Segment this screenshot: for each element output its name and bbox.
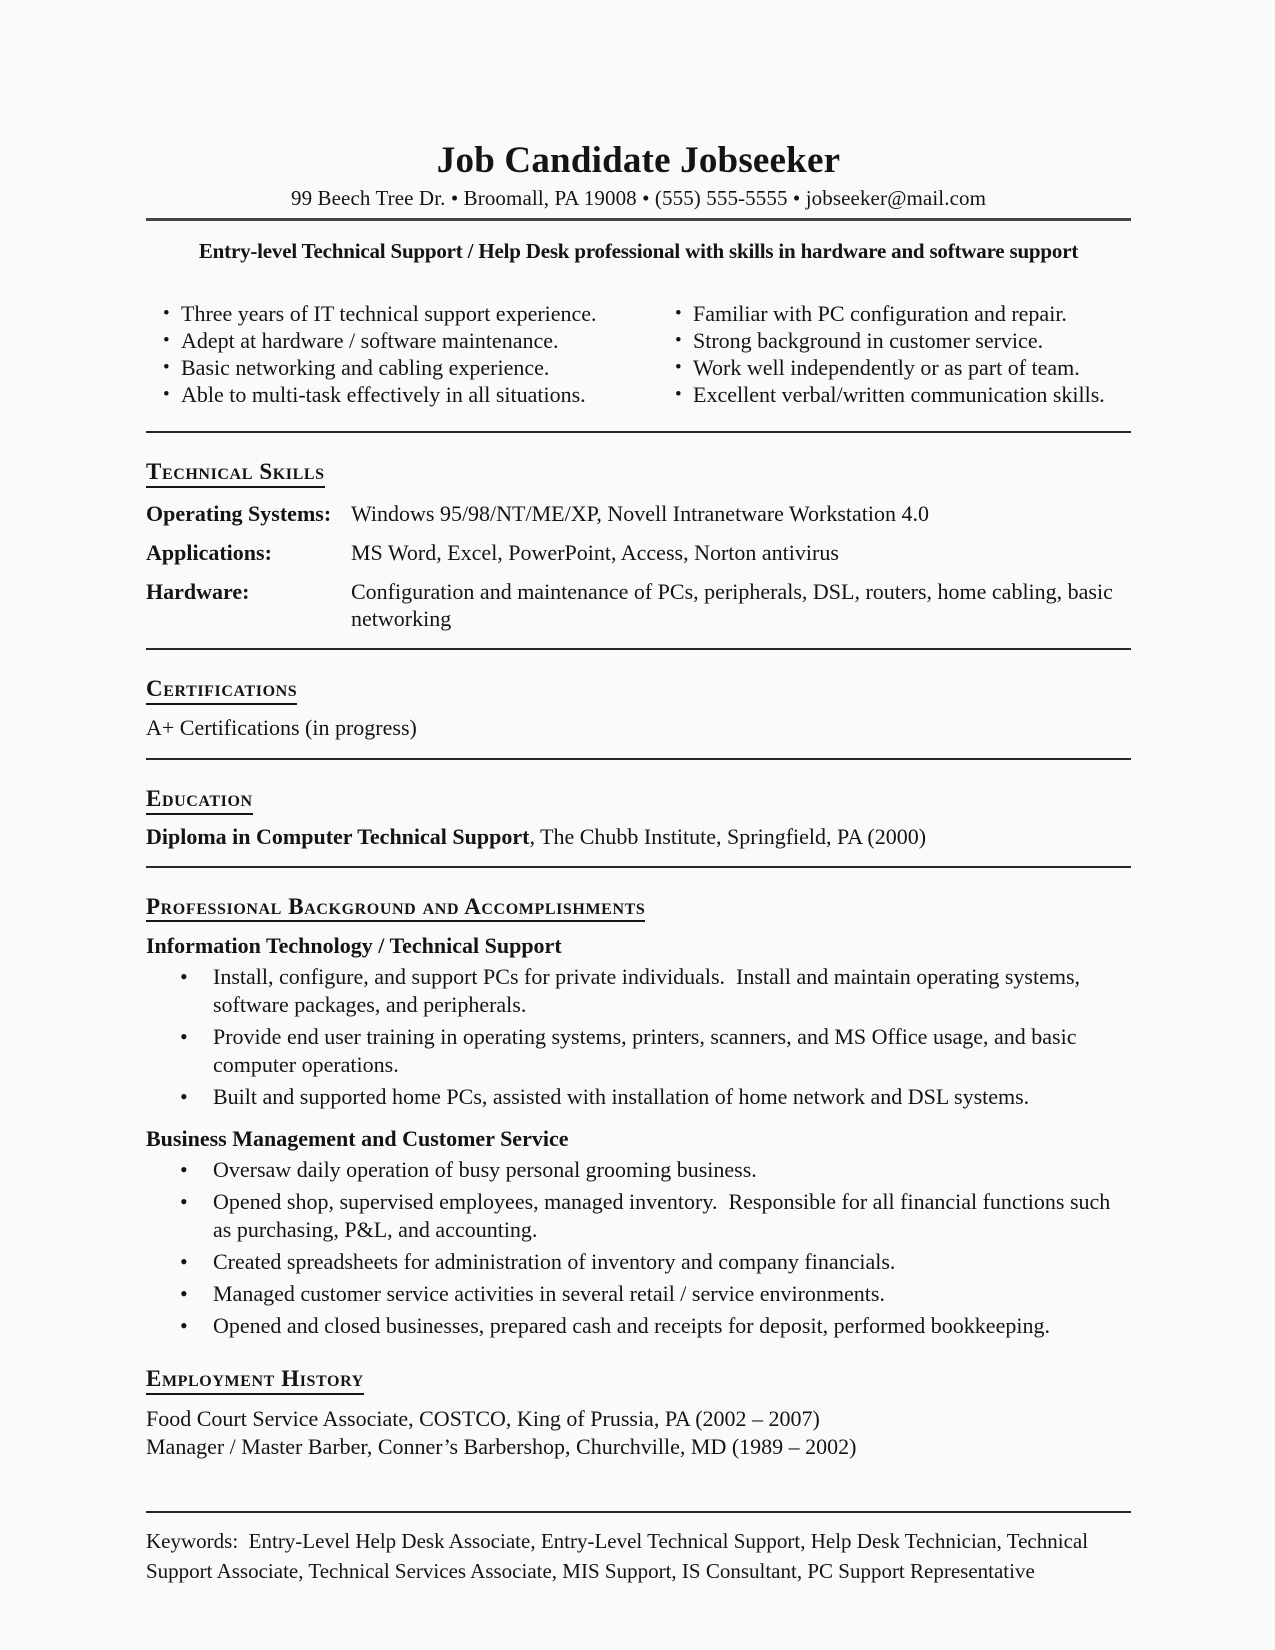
education-degree: Diploma in Computer Technical Support xyxy=(146,823,530,849)
section-divider xyxy=(146,431,1131,433)
skills-row xyxy=(146,539,1131,566)
resume-headline: Entry-level Technical Support / Help Desk professional with skills in hardware and software support xyxy=(198,239,1079,264)
certifications-heading: Certifications xyxy=(146,676,297,705)
candidate-name: Job Candidate Jobseeker xyxy=(436,140,841,181)
background-bullet: • Opened and closed businesses, prepared cash and receipts for deposit, performed bookkeeping. xyxy=(146,1312,1131,1340)
summary-bullet: • Adept at hardware / software maintenance. xyxy=(161,327,673,354)
skills-row-label: Applications: xyxy=(146,540,272,566)
background-bullet: • Install, configure, and support PCs for private individuals. Install and maintain operating systems, software packages, and peripherals. xyxy=(146,963,1131,1019)
background-bullet: • Provide end user training in operating systems, printers, scanners, and MS Office usage, and basic computer operations. xyxy=(146,1023,1131,1079)
summary-bullets xyxy=(146,300,1131,408)
background-bullet: • Opened shop, supervised employees, managed inventory. Responsible for all financial functions such as purchasing, P&L, and accounting. xyxy=(146,1188,1131,1244)
contact-line: 99 Beech Tree Dr. • Broomall, PA 19008 • (555) 555-5555 • jobseeker@mail.com xyxy=(290,186,987,211)
skills-row-value: Windows 95/98/NT/ME/XP, Novell Intranetware Workstation 4.0 xyxy=(351,501,930,527)
professional-background-section xyxy=(146,894,1131,923)
summary-bullet: • Familiar with PC configuration and repair. xyxy=(673,300,1131,327)
technical-skills-section xyxy=(146,459,1131,488)
background-bullet: • Oversaw daily operation of busy personal grooming business. xyxy=(146,1156,1131,1184)
employment-entry: Food Court Service Associate, COSTCO, King of Prussia, PA (2002 – 2007) xyxy=(146,1406,820,1432)
background-group-title: Information Technology / Technical Support xyxy=(146,933,562,959)
technical-skills-heading: Technical Skills xyxy=(146,459,325,488)
summary-bullet: • Excellent verbal/written communication skills. xyxy=(673,381,1131,408)
summary-left-column xyxy=(146,300,673,408)
summary-right-column xyxy=(673,300,1131,408)
footer-divider xyxy=(146,1511,1131,1513)
skills-row-value: Configuration and maintenance of PCs, peripherals, DSL, routers, home cabling, basic networking xyxy=(351,579,1113,632)
education-entry xyxy=(146,823,1131,850)
certifications-section xyxy=(146,676,1131,705)
education-heading: Education xyxy=(146,786,253,815)
header-divider xyxy=(146,218,1131,221)
summary-bullet: • Strong background in customer service. xyxy=(673,327,1131,354)
section-divider xyxy=(146,866,1131,868)
skills-row xyxy=(146,500,1131,527)
summary-bullet: • Work well independently or as part of team. xyxy=(673,354,1131,381)
certification-item: A+ Certifications (in progress) xyxy=(146,714,417,740)
skills-row-value: MS Word, Excel, PowerPoint, Access, Norton antivirus xyxy=(351,540,839,566)
background-bullet: • Created spreadsheets for administration of inventory and company financials. xyxy=(146,1248,1131,1276)
summary-bullet: • Three years of IT technical support experience. xyxy=(161,300,673,327)
keywords-paragraph: Keywords: Entry-Level Help Desk Associate, Entry-Level Technical Support, Help Desk Technician, Technical Support Associate, Technical Services Associate, MIS Support, IS Consultant, PC Support Representative xyxy=(146,1529,1094,1584)
employment-entries xyxy=(146,1405,1131,1461)
summary-bullet: • Able to multi-task effectively in all situations. xyxy=(161,381,673,408)
skills-row-label: Hardware: xyxy=(146,579,250,605)
background-group-title: Business Management and Customer Service xyxy=(146,1126,569,1152)
employment-entry: Manager / Master Barber, Conner’s Barbershop, Churchville, MD (1989 – 2002) xyxy=(146,1434,857,1460)
background-bullet: • Built and supported home PCs, assisted with installation of home network and DSL systems. xyxy=(146,1083,1131,1111)
section-divider xyxy=(146,648,1131,650)
education-detail: , The Chubb Institute, Springfield, PA (2000) xyxy=(529,823,927,849)
professional-background-heading: Professional Background and Accomplishments xyxy=(146,894,645,923)
skills-row xyxy=(146,578,1131,632)
background-bullet: • Managed customer service activities in several retail / service environments. xyxy=(146,1280,1131,1308)
employment-history-section xyxy=(146,1366,1131,1395)
education-section xyxy=(146,786,1131,815)
section-divider xyxy=(146,758,1131,760)
summary-bullet: • Basic networking and cabling experience. xyxy=(161,354,673,381)
resume-page xyxy=(146,140,1131,1586)
employment-history-heading: Employment History xyxy=(146,1366,364,1395)
skills-row-label: Operating Systems: xyxy=(146,501,332,527)
